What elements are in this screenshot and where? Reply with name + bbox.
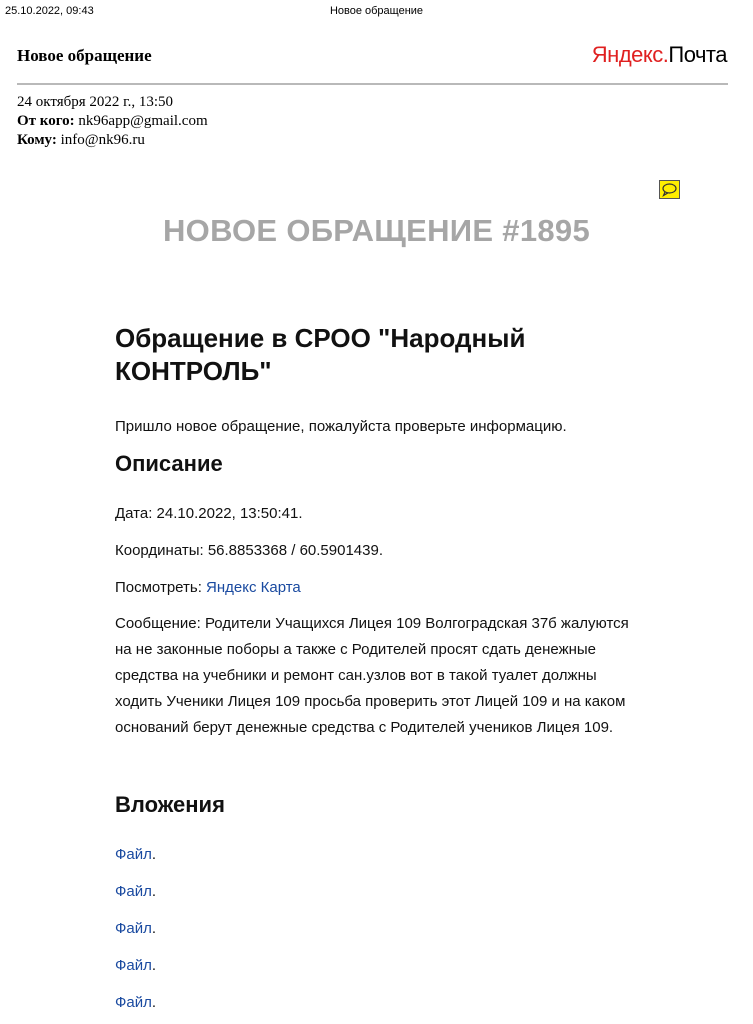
view-label: Посмотреть:	[115, 579, 207, 596]
file-link[interactable]: Файл	[115, 920, 152, 937]
attachment-item	[115, 883, 156, 900]
view-line	[115, 579, 301, 596]
yandex-map-link[interactable]: Яндекс Карта	[206, 579, 301, 596]
yandex-mail-logo	[592, 42, 727, 68]
message-heading: Обращение в СРОО "Народный КОНТРОЛЬ"	[115, 323, 526, 386]
attachment-item	[115, 846, 156, 863]
attachments-heading: Вложения	[115, 792, 225, 817]
file-link[interactable]: Файл	[115, 883, 152, 900]
to-label: Кому:	[17, 132, 57, 148]
logo-yandex-text: Яндекс	[591, 42, 663, 67]
logo-pochta-text: Почта	[668, 42, 727, 67]
file-link[interactable]: Файл	[115, 846, 152, 863]
to-address: info@nk96.ru	[60, 132, 145, 148]
file-suffix: .	[151, 846, 157, 863]
message-body	[115, 322, 640, 1011]
file-suffix: .	[151, 883, 157, 900]
message-text: Сообщение: Родители Учащихся Лицея 109 Волгоградская 37б жалуются на не законные поборы а также с Родителей просят сдать денежные средства на учебники и ремонт сан.узлов вот в такой туалет должны ходить Ученики Лицея 109 просьба проверить этот Лицей 109 и на каком оснований берут денежные средства с Родителей учеников Лицея 109.	[115, 615, 629, 736]
attachment-item	[115, 994, 156, 1011]
header-divider	[17, 83, 728, 85]
attachment-item	[115, 920, 156, 937]
attachment-item	[115, 957, 156, 974]
mail-subject: Новое обращение	[17, 46, 152, 65]
file-link[interactable]: Файл	[115, 994, 152, 1011]
mail-meta	[17, 93, 208, 150]
mail-to	[17, 131, 208, 150]
file-suffix: .	[151, 994, 157, 1011]
description-heading: Описание	[115, 451, 223, 476]
file-link[interactable]: Файл	[115, 957, 152, 974]
ticket-title: НОВОЕ ОБРАЩЕНИЕ #1895	[163, 213, 590, 248]
from-label: От кого:	[17, 113, 75, 129]
mail-from	[17, 112, 208, 131]
print-header	[5, 5, 748, 19]
print-title: Новое обращение	[329, 5, 424, 17]
from-address: nk96app@gmail.com	[78, 113, 208, 129]
print-datetime: 25.10.2022, 09:43	[5, 5, 94, 17]
file-suffix: .	[151, 920, 157, 937]
intro-text: Пришло новое обращение, пожалуйста проверьте информацию.	[115, 418, 567, 435]
logo-dot: .	[662, 42, 669, 67]
mail-date: 24 октября 2022 г., 13:50	[17, 94, 174, 110]
date-line: Дата: 24.10.2022, 13:50:41.	[115, 505, 303, 522]
coordinates-line: Координаты: 56.8853368 / 60.5901439.	[115, 542, 384, 559]
file-suffix: .	[151, 957, 157, 974]
comment-icon[interactable]	[659, 180, 680, 199]
